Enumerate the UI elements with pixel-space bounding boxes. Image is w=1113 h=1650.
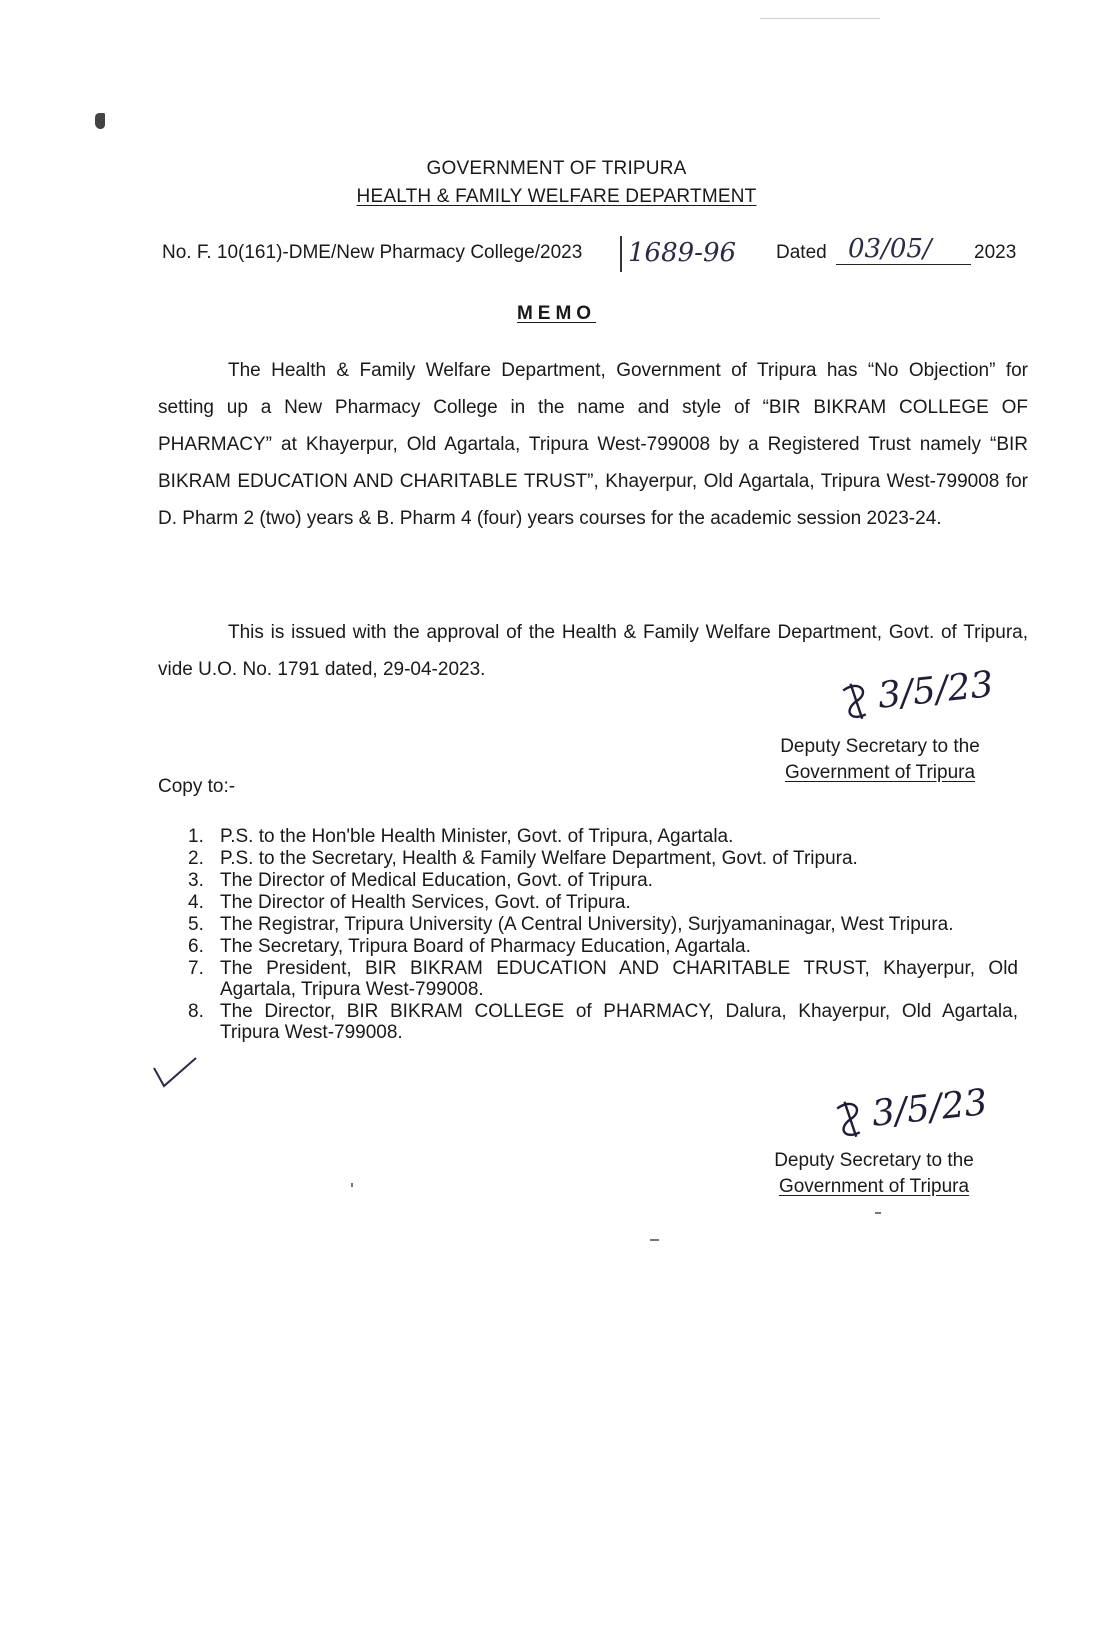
handwritten-memo-number: 1689-96 bbox=[628, 238, 737, 268]
list-item-text: The Director of Health Services, Govt. of Tripura. bbox=[220, 892, 631, 913]
reference-row bbox=[162, 234, 1032, 274]
list-item bbox=[188, 870, 1018, 891]
dated-label: Dated bbox=[776, 242, 827, 263]
signatory-designation: Deputy Secretary to the bbox=[774, 1150, 974, 1171]
handwritten-date: 03/05/ bbox=[848, 234, 932, 264]
list-item-number: 8. bbox=[188, 1001, 204, 1022]
government-heading: GOVERNMENT OF TRIPURA bbox=[426, 158, 687, 179]
list-item bbox=[188, 892, 1018, 913]
signature-date: 3/5/23 bbox=[869, 1081, 990, 1135]
scan-speck bbox=[95, 113, 105, 129]
scan-speck bbox=[650, 1239, 659, 1241]
reference-number: No. F. 10(161)-DME/New Pharmacy College/2023 bbox=[162, 242, 583, 263]
list-item bbox=[188, 826, 1018, 847]
scan-speck bbox=[760, 18, 880, 19]
handwritten-signature bbox=[830, 1082, 990, 1143]
list-item-number: 7. bbox=[188, 958, 204, 979]
list-item-number: 2. bbox=[188, 848, 204, 869]
signature-block-2 bbox=[764, 1148, 984, 1200]
list-item-number: 5. bbox=[188, 914, 204, 935]
body-paragraph-2: This is issued with the approval of the Health & Family Welfare Department, Govt. of Tripura, vide U.O. No. 1791 dated, 29-04-2023. bbox=[158, 622, 1028, 680]
department-heading: HEALTH & FAMILY WELFARE DEPARTMENT bbox=[356, 186, 757, 207]
list-item bbox=[188, 914, 1018, 935]
signatory-organisation: Government of Tripura bbox=[784, 762, 976, 783]
date-year: 2023 bbox=[974, 242, 1017, 263]
scan-speck bbox=[351, 1183, 353, 1187]
handwritten-separator bbox=[620, 236, 622, 272]
scan-speck bbox=[875, 1212, 881, 1214]
list-item bbox=[188, 958, 1018, 1000]
list-item-text: The Registrar, Tripura University (A Central University), Surjyamaninagar, West Tripura. bbox=[220, 914, 954, 935]
signatory-designation: Deputy Secretary to the bbox=[780, 736, 980, 757]
body-paragraph-1: The Health & Family Welfare Department, Government of Tripura has “No Objection” for setting up a New Pharmacy College in the name and style of “BIR BIKRAM COLLEGE OF PHARMACY” at Khayerpur, Old Agartala, Tripura West-799008 by a Registered Trust namely “BIR BIKRAM EDUCATION AND CHARITABLE TRUST”, Khayerpur, Old Agartala, Tripura West-799008 for D. Pharm 2 (two) years & B. Pharm 4 (four) years courses for the academic session 2023-24. bbox=[158, 360, 1028, 529]
list-item-text: The Director, BIR BIKRAM COLLEGE of PHARMACY, Dalura, Khayerpur, Old Agartala, Tripura West-799008. bbox=[220, 1001, 1018, 1043]
list-item-text: The Secretary, Tripura Board of Pharmacy Education, Agartala. bbox=[220, 936, 751, 957]
signature-initial-icon bbox=[830, 1095, 874, 1143]
list-item bbox=[188, 848, 1018, 869]
list-item bbox=[188, 1001, 1018, 1043]
signature-date: 3/5/23 bbox=[875, 663, 996, 717]
signatory-organisation: Government of Tripura bbox=[778, 1176, 970, 1197]
handwritten-tick-icon bbox=[152, 1056, 198, 1092]
list-item-text: P.S. to the Secretary, Health & Family Welfare Department, Govt. of Tripura. bbox=[220, 848, 858, 869]
department-heading-wrap bbox=[0, 186, 1113, 208]
list-item-text: The Director of Medical Education, Govt. of Tripura. bbox=[220, 870, 653, 891]
memo-title: MEMO bbox=[516, 303, 597, 324]
list-item-text: P.S. to the Hon'ble Health Minister, Govt. of Tripura, Agartala. bbox=[220, 826, 734, 847]
date-underline bbox=[836, 264, 971, 265]
list-item bbox=[188, 936, 1018, 957]
signature-initial-icon bbox=[836, 677, 880, 725]
list-item-number: 3. bbox=[188, 870, 204, 891]
copy-to-label: Copy to:- bbox=[158, 776, 236, 797]
list-item-number: 1. bbox=[188, 826, 204, 847]
list-item-text: The President, BIR BIKRAM EDUCATION AND CHARITABLE TRUST, Khayerpur, Old Agartala, Tripura West-799008. bbox=[220, 958, 1018, 1000]
copy-to-list bbox=[188, 826, 1018, 1044]
list-item-number: 6. bbox=[188, 936, 204, 957]
list-item-number: 4. bbox=[188, 892, 204, 913]
signature-block-1 bbox=[770, 734, 990, 786]
